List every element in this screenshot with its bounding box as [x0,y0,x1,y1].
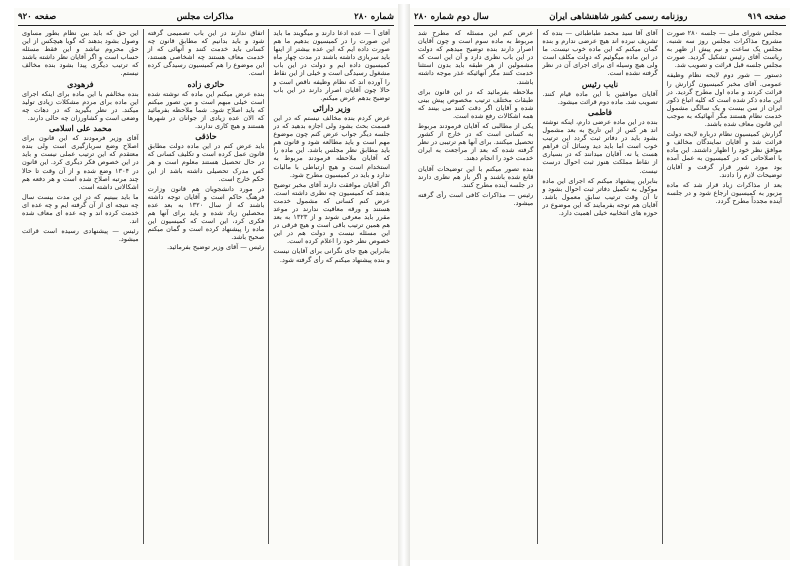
left-columns [18,29,394,544]
speaker-heading: نایب رئیس [581,78,619,89]
paragraph: گزارش کمیسیون نظام درباره لایحه دولت قرائت شد و آقایان نمایندگان مخالف و موافق نظر خود را اظهار داشتند. این ماده با اصلاحاتی که در کمیسیون به عمل آمده بود مورد شور قرار گرفت و آقایان توضیحات لازم را دادند. [666,130,782,179]
paragraph: مجلس شورای ملی — جلسه ۲۸۰ صورت مشروح مذاکرات مجلس روز سه شنبه. مجلس یک ساعت و نیم پیش از ظهر به ریاست آقای رئیس تشکیل گردید. صورت مجلس جلسه قبل قرائت و تصویب شد. [666,29,782,70]
text-column [663,29,786,544]
speaker-heading: محمد علی اسلامی [49,123,112,134]
paragraph: آقای آ — عده ادعا دارند و میگویند ما باید این صورت را در کمیسیون بدهیم ما هم صورت داده ایم که این عده بیشتر از اینها باید سربازی داشته باشند در مدت چهار ماه کمیسیون داده ایم و دولت در این باب مشغول رسیدگی است و خیلی از این نقاط را آورده اند که نظام وظیفه ناقص است و حالا چون آقایان اصرار دارند در این باب توضیح بدهم عرض میکنم. [273,29,390,102]
paragraph: رئیس — پیشنهادی رسیده است قرائت میشود. [21,227,139,244]
text-column [414,29,538,544]
text-column [538,29,662,544]
left-running-title: مذاکرات مجلس [176,12,234,22]
paragraph: این حق که باید بین نظام بطور مساوی وصول بشود بدهند که گویا هیچکس از این حق محروم نباشد و این فقط مسئله حساب است و اگر آقایان نظر داشته باشند که ترتیب دیگری پیدا بشود بنده مخالف نیستم. [21,29,139,78]
speaker-heading: فاطمی [588,106,612,117]
paragraph: ما باید ببینیم که در این مدت بیست سال چه نتیجه ای از آن گرفته ایم و چه عده ای خدمت کرده اند و چه عده ای معاف شده اند. [21,192,139,226]
paragraph: بعد از مذاکرات زیاد قرار شد که ماده مزبور به کمیسیون ارجاع شود و در جلسه آینده مجدداً مطرح گردد. [666,180,782,205]
book-gutter [398,4,410,566]
left-issue-number: شماره ۲۸۰ [354,12,394,22]
right-issue-number: سال دوم شماره ۲۸۰ [414,12,489,22]
right-running-title: روزنامه رسمی کشور شاهنشاهی ایران [549,12,688,22]
paragraph: آقای وزیر فرمودند که این قانون برای اصلاح وضع سربازگیری است ولی بنده معتقدم که این ترتیب عملی نیست و باید در این خصوص فکر دیگری کرد. این قانون در ۱۳۰۴ وضع شده و از آن وقت تا حالا چند مرتبه اصلاح شده است و هر دفعه هم اشکالاتی داشته است. [21,134,139,191]
paragraph: در مورد دانشجویان هم قانون وزارت فرهنگ حاکم است و آقایان توجه داشته باشند که از سال ۱۳۲۰ به بعد عده محصلین زیاد شده و باید برای آنها هم فکری کرد، این است که کمیسیون این ماده را پیشنهاد کرده است و گمان میکنم صحیح باشد. [147,184,265,242]
text-column [144,29,270,544]
paragraph: آقای آقا سید محمد طباطبائی — بنده که تشریف نبرده اند هیچ عرضی ندارم و بنده گمان میکنم که این ماده خوب نیست. ما در این ماده میگوئیم که دولت مکلف است ولی هیچ وسیله ای برای اجرای آن در نظر گرفته نشده است. [542,29,658,78]
paragraph: اتفاق ندارند در این باب تصمیمی گرفته شود و باید بدانیم که مطابق قانون چه کسانی باید خدمت کنند و آنهائی که از خدمت معاف هستند چه اشخاصی هستند، این موضوع را هم کمیسیون رسیدگی کرده است. [147,29,265,78]
paragraph: بنده در این ماده عرضی دارم، اینکه نوشته اند هر کس از این تاریخ به بعد مشمول بشود باید در دفاتر ثبت گردد این ترتیب خوب است اما باید دید وسائل آن فراهم هست یا نه. آقایان میدانند که در بسیاری از نقاط مملکت هنوز ثبت احوال درست نیست. [542,117,658,175]
left-header-rule [18,25,394,26]
paragraph: بنده تصور میکنم با این توضیحات آقایان قانع شده باشند و اگر باز هم نظری دارند در جلسه آینده مطرح کنند. [418,164,534,189]
paragraph: اگر آقایان موافقت دارند آقای مخبر توضیح بدهند که کمیسیون چه نظری داشته است. عرض کنم کسانی که مشمول خدمت هستند و ورقه معافیت ندارند در موعد مقرر باید معرفی شوند و از ۱۳۲۳ به بعد هم همین ترتیب باقی است و هیچ فرقی در این مسئله نیست و دولت هم در این خصوص نظر خود را اعلام کرده است. [273,180,390,246]
paragraph: آقایان موافقین با این ماده قیام کنند. تصویب شد. ماده دوم قرائت میشود. [542,89,658,106]
paragraph: دستور — شور دوم لایحه نظام وظیفه عمومی. آقای مخبر کمیسیون گزارش را قرائت کردند و ماده اول مطرح گردید. در این ماده ذکر شده است که کلیه اتباع ذکور ایران از سن بیست و یک سالگی مشمول خدمت نظام هستند مگر آنهائیکه به موجب این قانون معاف شده باشند. [666,71,782,129]
paragraph: یکی از مطالبی که آقایان فرمودند مربوط به کسانی است که در خارج از کشور تحصیل میکنند. برای آنها هم ترتیبی در نظر گرفته شده که بعد از مراجعت به ایران خدمت خود را انجام دهند. [418,122,534,163]
right-page-header [414,10,786,24]
paragraph: رئیس — مذاکرات کافی است رأی گرفته میشود. [418,190,534,207]
right-page [410,8,790,560]
right-columns [414,29,786,544]
text-column [18,29,144,544]
right-header-rule [414,25,786,26]
paragraph: بنده مخالفم با این ماده برای اینکه اجرای این ماده برای مردم مشکلات زیادی تولید میکند. در نظر بگیرید که در دهات چه وضعی است و کشاورزان چه حالی دارند. [21,89,139,122]
paragraph: ملاحظه بفرمائید که در این قانون برای طبقات مختلف ترتیب مخصوص پیش بینی شده و آقایان اگر دقت کنند می بینند که همه اشکالات رفع شده است. [418,87,534,120]
speaker-heading: فرهودی [67,78,94,89]
speaker-heading: حائری زاده [187,78,225,89]
paragraph: بنابراین پیشنهاد میکنم که اجرای این ماده موکول به تکمیل دفاتر ثبت احوال بشود و تا آن وقت ترتیب سابق معمول باشد. آقایان هم توجه بفرمایند که این موضوع در حوزه های انتخابیه خیلی اهمیت دارد. [542,176,658,217]
paragraph: رئیس — آقای وزیر توضیح بفرمائید. [167,243,265,252]
paragraph: عرض کنم این مسئله که مطرح شد مربوط به ماده سوم است و چون آقایان اصرار دارند بنده توضیح میدهم که دولت در این باب نظری دارد و آن این است که مشمولین از هر طبقه باید بدون استثنا خدمت کنند مگر آنهائیکه عذر موجه داشته باشند. [418,29,534,86]
left-page-number: صفحه ۹۲۰ [18,12,57,22]
text-column [269,29,394,544]
speaker-heading: حاذقی [195,131,217,142]
left-page [14,8,398,560]
right-page-number: صفحه ۹۱۹ [747,12,786,22]
paragraph: عرض کردم بنده مخالف نیستم که در این قسمت بحث بشود ولی اجازه بدهید که در جلسه دیگر جواب عرض کنم چون موضوع مهم است و باید مطالعه شود و قانون هم باید مطابق نظر مجلس باشد. این ماده را که آقایان ملاحظه فرمودند مربوط به استخدام است و هیچ ارتباطی با مالیات ندارد و باید در کمیسیون مطرح شود. [273,113,390,179]
speaker-heading: وزیر دارائی [312,102,351,113]
left-page-header [18,10,394,24]
paragraph: بنده عرض میکنم این ماده که نوشته شده است خیلی مبهم است و من تصور میکنم که باید اصلاح شود. شما ملاحظه بفرمائید که الان عده زیادی از جوانان در شهرها هستند و هیچ کاری ندارند. [147,89,265,131]
paragraph: بنابراین هیچ جای نگرانی برای آقایان نیست و بنده پیشنهاد میکنم که رأی گرفته شود. [273,247,390,264]
paragraph: باید عرض کنم در این ماده دولت مطابق قانون عمل کرده است و تکلیف کسانی که در حال تحصیل هستند معلوم است و هر کس مدرک تحصیلی داشته باشد از این حکم خارج است. [147,142,265,183]
